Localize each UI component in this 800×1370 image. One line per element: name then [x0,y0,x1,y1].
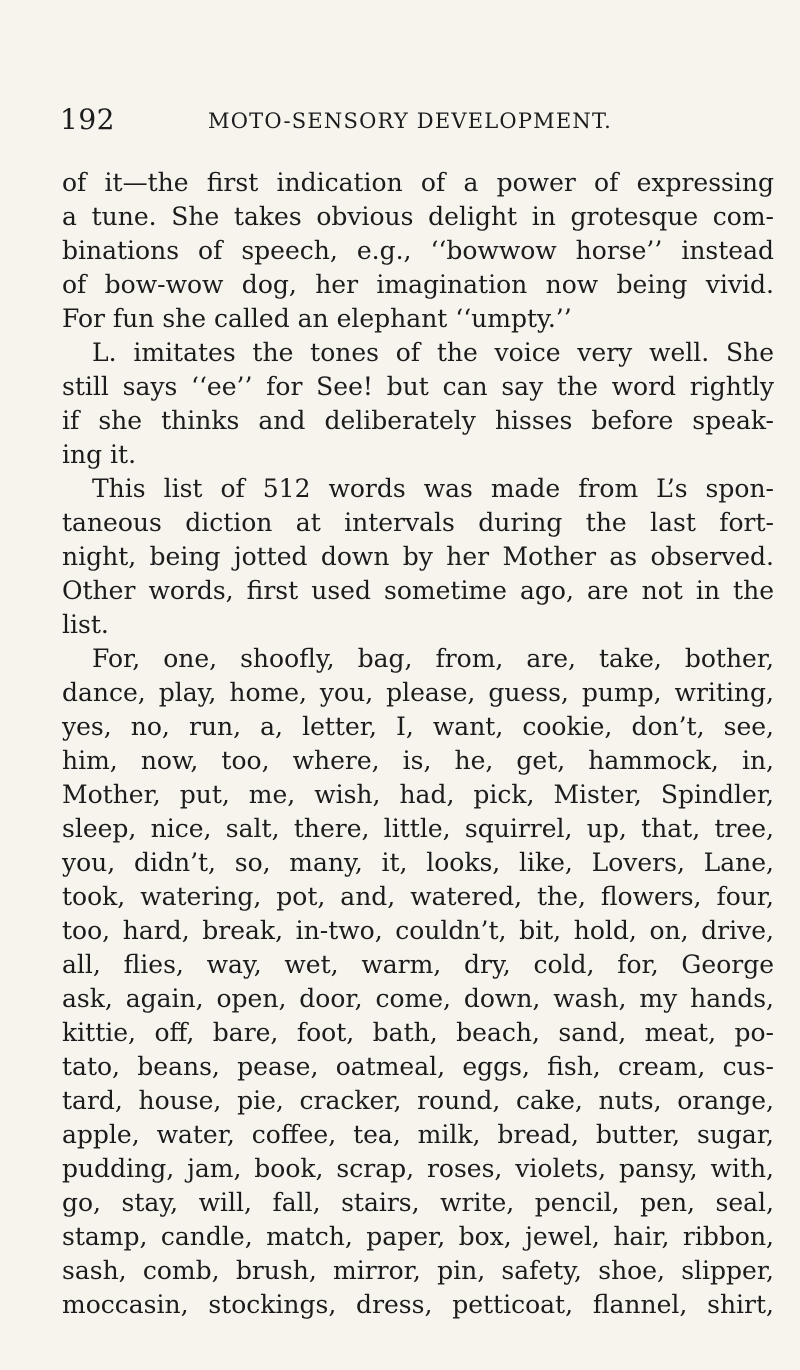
text-line: go, stay, will, fall, stairs, write, pencil, pen, seal, [62,1188,774,1217]
text-line: sash, comb, brush, mirror, pin, safety, shoe, slipper, [62,1256,774,1285]
text-line: still says ‘‘ee’’ for See! but can say the word rightly [62,372,774,401]
text-line: him, now, too, where, is, he, get, hammock, in, [62,746,774,775]
text-line: of bow-wow dog, her imagination now being vivid. [62,270,774,299]
page-header [60,103,760,143]
text-line: pudding, jam, book, scrap, roses, violets, pansy, with, [62,1154,774,1183]
text-line: stamp, candle, match, paper, box, jewel, hair, ribbon, [62,1222,774,1251]
text-line: a tune. She takes obvious delight in grotesque com- [62,202,774,231]
text-line: For, one, shoofly, bag, from, are, take, bother, [92,644,774,673]
text-line: kittie, off, bare, foot, bath, beach, sand, meat, po- [62,1018,774,1047]
text-line: took, watering, pot, and, watered, the, flowers, four, [62,882,774,911]
text-line: night, being jotted down by her Mother as observed. [62,542,774,571]
text-line: yes, no, run, a, letter, I, want, cookie, don’t, see, [62,712,774,741]
text-line: Mother, put, me, wish, had, pick, Mister, Spindler, [62,780,774,809]
text-line: For fun she called an elephant ‘‘umpty.’’ [62,304,572,333]
page-number: 192 [60,103,115,136]
text-line: dance, play, home, you, please, guess, pump, writing, [62,678,774,707]
text-line: taneous diction at intervals during the last fort- [62,508,774,537]
running-head: MOTO-SENSORY DEVELOPMENT. [208,109,612,133]
text-line: if she thinks and deliberately hisses before speak- [62,406,774,435]
text-line: tard, house, pie, cracker, round, cake, nuts, orange, [62,1086,774,1115]
text-line: all, flies, way, wet, warm, dry, cold, for, George [62,950,774,979]
text-line: too, hard, break, in-two, couldn’t, bit, hold, on, drive, [62,916,774,945]
text-line: you, didn’t, so, many, it, looks, like, Lovers, Lane, [62,848,774,877]
text-line: list. [62,610,109,639]
text-line: L. imitates the tones of the voice very well. She [92,338,774,367]
text-line: tato, beans, pease, oatmeal, eggs, fish, cream, cus- [62,1052,774,1081]
body-text [62,166,774,1322]
text-line: sleep, nice, salt, there, little, squirrel, up, that, tree, [62,814,774,843]
text-line: This list of 512 words was made from L’s spon- [92,474,774,503]
text-line: binations of speech, e.g., ‘‘bowwow horse’’ instead [62,236,774,265]
text-line: moccasin, stockings, dress, petticoat, flannel, shirt, [62,1290,774,1319]
text-line: ask, again, open, door, come, down, wash, my hands, [62,984,774,1013]
text-line: ing it. [62,440,137,469]
text-line: Other words, first used sometime ago, are not in the [62,576,774,605]
text-line: of it—the first indication of a power of expressing [62,168,774,197]
text-line: apple, water, coffee, tea, milk, bread, butter, sugar, [62,1120,774,1149]
